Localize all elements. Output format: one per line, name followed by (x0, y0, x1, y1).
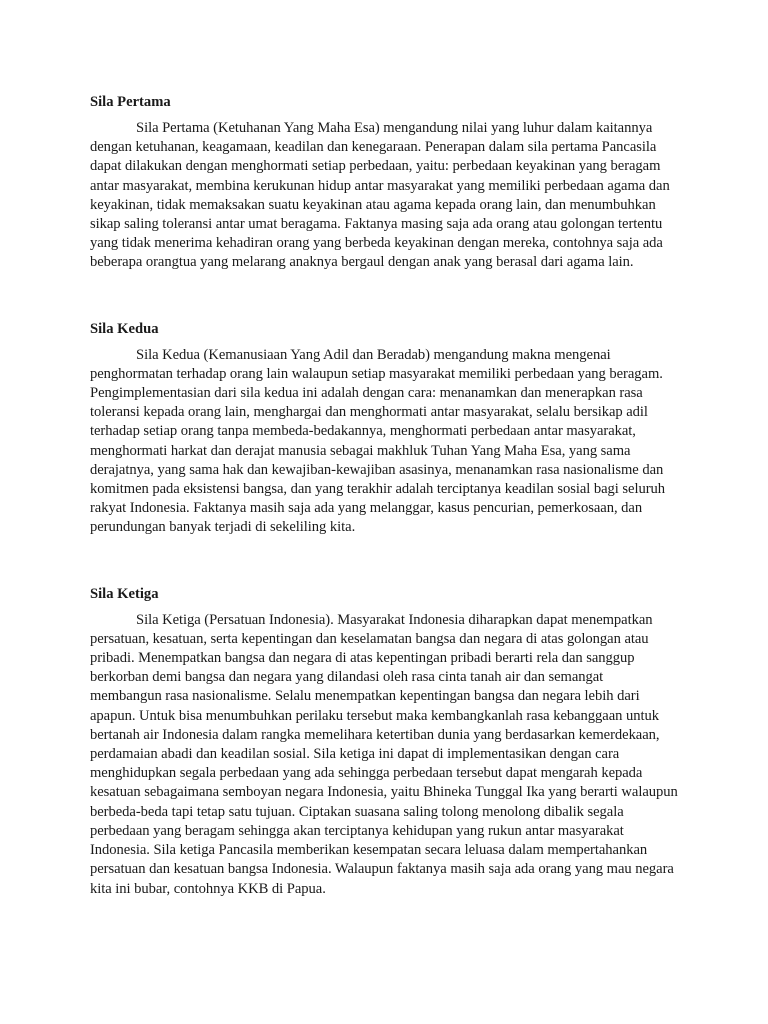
section-heading: Sila Pertama (90, 94, 171, 110)
section-paragraph: Sila Pertama (Ketuhanan Yang Maha Esa) mengandung nilai yang luhur dalam kaitannya dengan ketuhanan, keagamaan, keadilan dan kenegaraan. Penerapan dalam sila pertama Pancasila dapat dilakukan dengan menghormati setiap perbedaan, yaitu: perbedaan keyakinan yang beragam antar masyarakat, membina kerukunan hidup antar masyarakat yang memiliki perbedaan agama dan keyakinan, tidak memaksakan suatu keyakinan atau agama kepada orang lain, dan menumbuhkan sikap saling toleransi antar umat beragama. Faktanya masing saja ada orang atau golongan tertentu yang tidak menerima kehadiran orang yang berbeda keyakinan dengan mereka, contohnya saja ada beberapa orangtua yang melarang anaknya bergaul dengan anak yang berasal dari agama lain. (90, 120, 670, 271)
section-paragraph: Sila Kedua (Kemanusiaan Yang Adil dan Beradab) mengandung makna mengenai penghormatan terhadap orang lain walaupun setiap masyarakat memiliki perbedaan yang beragam. Pengimplementasian dari sila kedua ini adalah dengan cara: menanamkan dan menerapkan rasa toleransi kepada orang lain, menghargai dan menghormati antar masyarakat, selalu bersikap adil terhadap setiap orang tanpa membeda-bedakannya, menghormati perbedaan antar masyarakat, menghormati harkat dan derajat manusia sebagai makhluk Tuhan Yang Maha Esa, yang sama derajatnya, yang sama hak dan kewajiban-kewajiban asasinya, menanamkan rasa nasionalisme dan komitmen pada eksistensi bangsa, dan yang terakhir adalah terciptanya keadilan sosial bagi seluruh rakyat Indonesia. Faktanya masih saja ada yang melanggar, kasus pencurian, pemerkosaan, dan perundungan banyak terjadi di sekeliling kita. (90, 346, 666, 536)
section-sila-ketiga (90, 584, 678, 899)
section-paragraph: Sila Ketiga (Persatuan Indonesia). Masyarakat Indonesia diharapkan dapat menempatkan persatuan, kesatuan, serta kepentingan dan keselamatan bangsa dan negara di atas golongan atau pribadi. Menempatkan bangsa dan negara di atas kepentingan pribadi berarti rela dan sanggup berkorban demi bangsa dan negara yang dilandasi oleh rasa cinta tanah air dan semangat membangun rasa nasionalisme. Selalu menempatkan kepentingan bangsa dan negara lebih dari apapun. Untuk bisa menumbuhkan perilaku tersebut maka kembangkanlah rasa kebanggaan untuk bertanah air Indonesia dalam rangka memelihara ketertiban dunia yang berdasarkan kemerdekaan, perdamaian abadi dan keadilan sosial. Sila ketiga ini dapat di implementasikan dengan cara menghidupkan segala perbedaan yang ada sehingga perbedaan tersebut dapat mengarah kepada kesatuan sebagaimana semboyan negara Indonesia, yaitu Bhineka Tunggal Ika yang berarti walaupun berbeda-beda tapi tetap satu tujuan. Ciptakan suasana saling tolong menolong dibalik segala perbedaan yang beragam sehingga akan terciptanya kehidupan yang rukun antar masyarakat Indonesia. Sila ketiga Pancasila memberikan kesempatan secara leluasa dalam mempertahankan persatuan dan kesatuan bangsa Indonesia. Walaupun faktanya masih saja ada orang yang mau negara kita ini bubar, contohnya KKB di Papua. (90, 611, 678, 897)
section-sila-kedua (90, 319, 678, 538)
document-page (90, 92, 678, 899)
section-heading: Sila Kedua (90, 320, 159, 337)
section-heading: Sila Ketiga (90, 585, 159, 602)
section-sila-pertama (90, 92, 678, 273)
